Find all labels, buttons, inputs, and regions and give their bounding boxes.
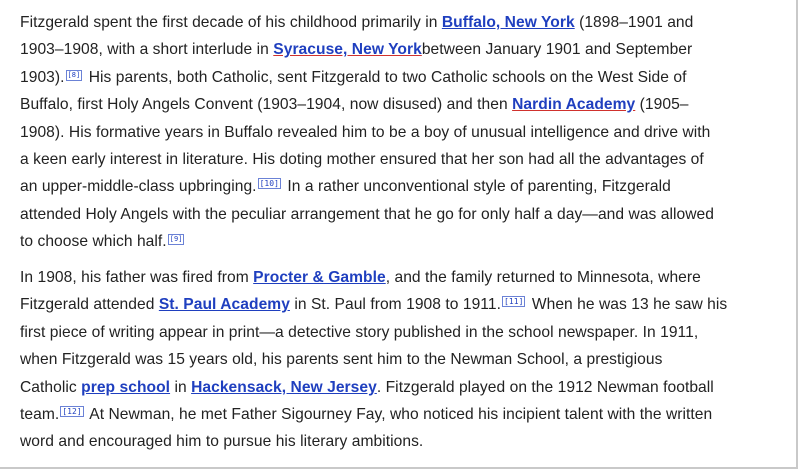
text-line: word and encouraged him to pursue his literary ambitions. [20,433,424,451]
text-run: 1903). [20,68,65,86]
text-run: When he was 13 he saw his [527,296,728,314]
link-buffalo-new-york[interactable]: Buffalo, New York [441,14,575,31]
text-line: a keen early interest in literature. His doting mother ensured that her son had all the advantages of [20,151,704,169]
text-line: first piece of writing appear in print—a detective story published in the school newspaper. In 1911, [20,323,699,341]
text-run: team. [20,406,60,424]
text-run: Buffalo, first Holy Angels Convent (1903–1904, now disused) and then [20,96,513,114]
citation-9[interactable]: [9] [169,235,183,244]
citation-12[interactable]: [12] [62,407,82,417]
text-run: 1903–1908, with a short interlude in [20,41,274,59]
text-run: in St. Paul from 1908 to 1911. [289,296,501,314]
text-line [20,9,780,36]
link-hackensack-new-jersey[interactable]: Hackensack, New Jersey [191,378,377,396]
text-run: between January 1901 and September [421,41,693,59]
link-nardin-academy[interactable]: Nardin Academy [512,96,636,114]
text-run: . Fitzgerald played on the 1912 Newman football [376,378,714,396]
link-syracuse-new-york[interactable]: Syracuse, New York [273,41,422,59]
text-run: (1898–1901 and [574,14,694,31]
text-run: Fitzgerald attended [20,296,159,314]
text-line [20,64,780,91]
text-run: (1905– [635,96,689,114]
text-line [20,374,780,401]
text-line [20,91,780,118]
text-line [20,291,780,318]
link-st-paul-academy[interactable]: St. Paul Academy [158,296,290,314]
text-line [20,264,780,291]
text-line [20,401,780,428]
citation-8[interactable]: [8] [67,70,81,79]
text-line: when Fitzgerald was 15 years old, his parents sent him to the Newman School, a prestigious [20,351,663,369]
text-line: attended Holy Angels with the peculiar arrangement that he go for only half a day—and was allowed [20,205,714,223]
link-prep-school[interactable]: prep school [81,378,171,396]
text-run: an upper-middle-class upbringing. [20,178,257,196]
paragraph-childhood [20,9,780,256]
citation-11[interactable]: [11] [503,297,524,307]
text-line [20,36,780,63]
text-run: to choose which half. [20,233,167,251]
text-line [20,173,780,200]
paragraph-youth [20,264,780,456]
text-run: In 1908, his father was fired from [20,269,254,286]
text-run: Fitzgerald spent the first decade of his childhood primarily in [20,14,442,31]
text-run: , and the family returned to Minnesota, where [385,269,701,286]
text-run: His parents, both Catholic, sent Fitzgerald to two Catholic schools on the West Side of [84,68,687,86]
text-run: in [170,378,192,396]
text-run: In a rather unconventional style of parenting, Fitzgerald [283,178,671,196]
citation-10[interactable]: [10] [259,179,280,189]
text-run: At Newman, he met Father Sigourney Fay, who noticed his incipient talent with the written [85,406,713,424]
text-run: Catholic [20,378,82,396]
text-line: 1908). His formative years in Buffalo revealed him to be a boy of unusual intelligence and drive with [20,123,711,141]
text-line [20,228,780,255]
link-procter-gamble[interactable]: Procter & Gamble [253,269,386,286]
